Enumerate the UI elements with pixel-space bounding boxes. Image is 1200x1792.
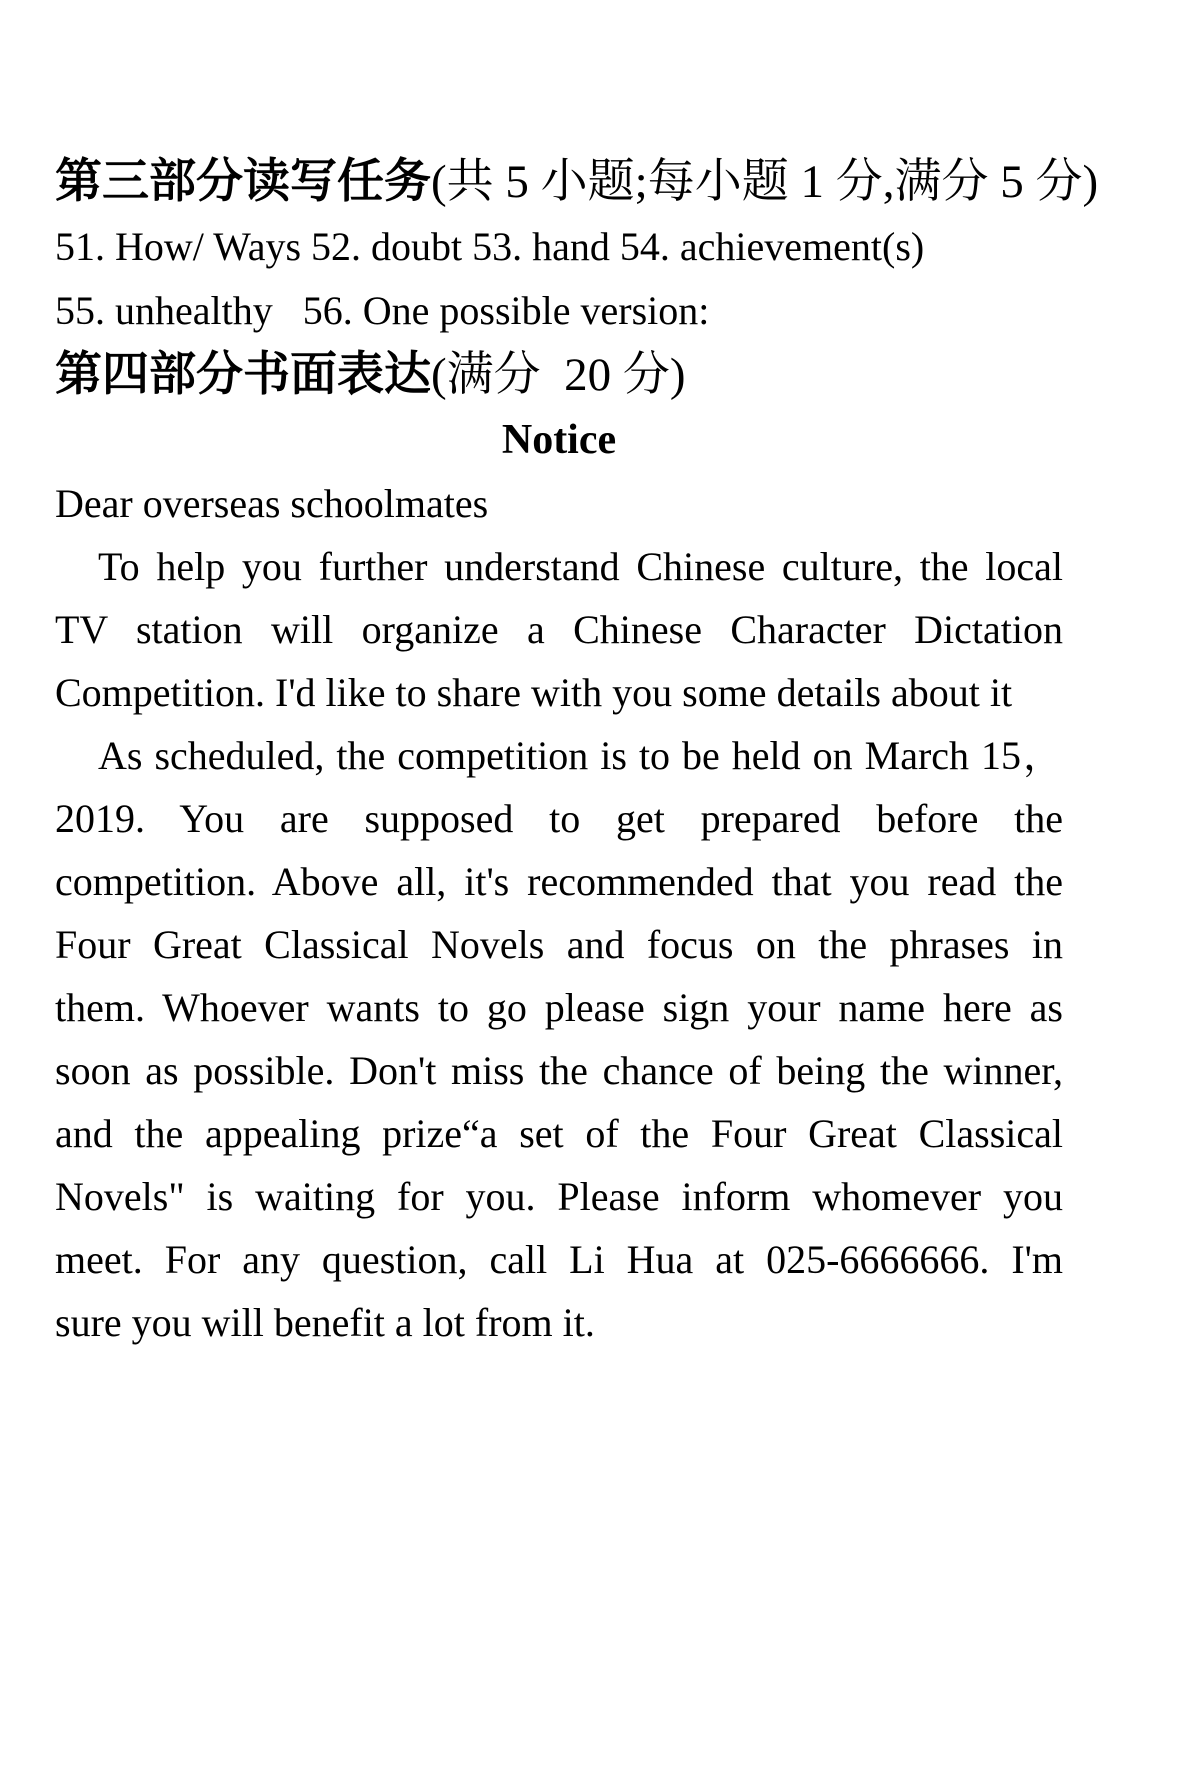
essay-line: and the appealing prize“a set of the Four Great Classical <box>55 1111 1063 1156</box>
section3-title: 第三部分读写任务 <box>55 156 431 208</box>
essay-line: Four Great Classical Novels and focus on the phrases in <box>55 922 1063 967</box>
essay-line: competition. Above all, it's recommended that you read the <box>55 859 1063 904</box>
essay-line: To help you further understand Chinese culture, the local <box>98 544 1063 589</box>
section4-heading <box>55 343 1063 408</box>
page-content <box>55 150 1099 1354</box>
answers-line-2: 55. unhealthy 56. One possible version: <box>55 288 710 333</box>
section4-title: 第四部分书面表达 <box>55 349 431 401</box>
essay-line: TV station will organize a Chinese Character Dictation <box>55 607 1063 652</box>
section3-score-note: (共 5 小题;每小题 1 分,满分 5 分) <box>431 156 1099 208</box>
section4-score-note: (满分 20 分) <box>431 349 686 401</box>
section3-heading <box>55 150 1099 215</box>
essay-line: As scheduled, the competition is to be held on March 15， <box>98 733 1063 778</box>
essay-line: sure you will benefit a lot from it. <box>55 1300 595 1345</box>
answers-line-1: 51. How/ Ways 52. doubt 53. hand 54. achievement(s) <box>55 224 925 269</box>
essay-line: Novels" is waiting for you. Please inform whomever you <box>55 1174 1063 1219</box>
essay-line: 2019. You are supposed to get prepared before the <box>55 796 1063 841</box>
essay-line: Competition. I'd like to share with you some details about it <box>55 670 1013 715</box>
essay-line: meet. For any question, call Li Hua at 025-6666666. I'm <box>55 1237 1063 1282</box>
essay-line: soon as possible. Don't miss the chance of being the winner, <box>55 1048 1063 1093</box>
essay-salutation: Dear overseas schoolmates <box>55 481 489 526</box>
essay-title: Notice <box>501 417 617 463</box>
essay-line: them. Whoever wants to go please sign your name here as <box>55 985 1063 1030</box>
